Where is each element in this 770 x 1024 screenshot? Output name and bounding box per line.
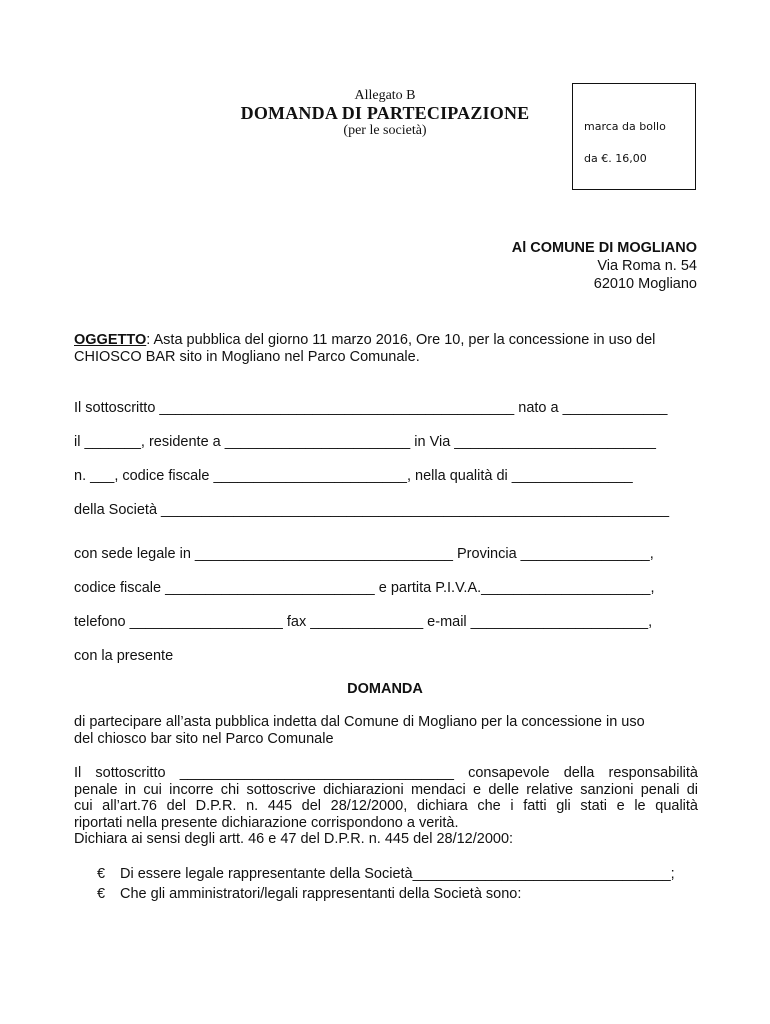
field-line-residenza[interactable]: il _______, residente a _______________________ in Via _________________________ [74, 434, 656, 450]
stamp-box [572, 83, 696, 190]
request-line-2: del chiosco bar sito nel Parco Comunale [74, 730, 334, 747]
field-line-sottoscritto[interactable]: Il sottoscritto ____________________________________________ nato a _____________ [74, 400, 668, 416]
euro-bullet-icon: € [97, 866, 106, 882]
stamp-amount: da €. 16,00 [584, 152, 647, 165]
request-line-1: di partecipare all’asta pubblica indetta dal Comune di Mogliano per la concessione in uso [74, 714, 645, 730]
declaration-line-1[interactable]: Il sottoscritto __________________________________ consapevole della responsabilità [74, 765, 698, 781]
list-item-text: Che gli amministratori/legali rappresentanti della Società sono: [120, 886, 522, 902]
document-title: DOMANDA DI PARTECIPAZIONE [240, 103, 530, 123]
declaration-line-2: penale in cui incorre chi sottoscrive dichiarazioni mendaci e delle relative sanzioni penali di [74, 781, 698, 798]
list-item [97, 886, 521, 902]
field-line-societa[interactable]: della Società _______________________________________________________________ [74, 502, 670, 518]
declaration-line-3: cui all’art.76 del D.P.R. n. 445 del 28/12/2000, dichiara che i fatti gli stati e le qualità [74, 798, 698, 814]
recipient-address [512, 239, 697, 293]
document-subtitle: (per le società) [343, 123, 427, 138]
request-paragraph [74, 714, 698, 747]
euro-bullet-icon: € [97, 886, 106, 902]
list-item-text: Di essere legale rappresentante della Società________________________________; [120, 866, 675, 882]
recipient-city: 62010 Mogliano [593, 276, 697, 292]
declaration-line-4: riportati nella presente dichiarazione corrispondono a verità. [74, 814, 459, 831]
document-header [200, 88, 570, 139]
declaration-paragraph [74, 765, 698, 848]
list-item[interactable] [97, 866, 675, 882]
subject-paragraph [74, 332, 714, 366]
attachment-label: Allegato B [354, 88, 416, 103]
subject-label: OGGETTO [74, 332, 147, 348]
recipient-street: Via Roma n. 54 [597, 258, 697, 274]
stamp-label: marca da bollo [584, 120, 666, 133]
field-line-contatti[interactable]: telefono ___________________ fax ______________ e-mail ______________________, [74, 614, 653, 630]
request-heading: DOMANDA [347, 681, 423, 697]
recipient-name: Al COMUNE DI MOGLIANO [511, 240, 697, 256]
declaration-line-5: Dichiara ai sensi degli artt. 46 e 47 del D.P.R. n. 445 del 28/12/2000: [74, 831, 514, 847]
field-line-partita-iva[interactable]: codice fiscale __________________________ e partita P.I.V.A._____________________, [74, 580, 655, 596]
field-line-sede-legale[interactable]: con sede legale in ________________________________ Provincia ________________, [74, 546, 654, 562]
field-line-con-la-presente: con la presente [74, 648, 174, 664]
field-line-codice-fiscale[interactable]: n. ___, codice fiscale ________________________, nella qualità di _______________ [74, 468, 633, 484]
subject-text: : Asta pubblica del giorno 11 marzo 2016, Ore 10, per la concessione in uso del CHIOSCO BAR sito in Mogliano nel Parco Comunale. [74, 332, 656, 365]
